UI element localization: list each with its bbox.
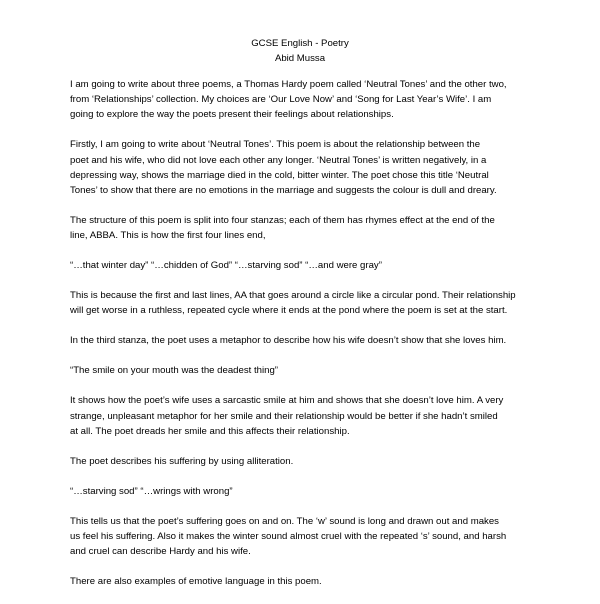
text-line: “…that winter day” “…chidden of God” “…starving sod” “…and were gray”: [70, 260, 382, 272]
text-line: will get worse in a ruthless, repeated cycle where it ends at the pond where the poem is set at the start.: [70, 305, 508, 317]
text-line: strange, unpleasant metaphor for her smile and their relationship would be better if she hadn’t smiled: [70, 410, 498, 422]
text-line: The poet describes his suffering by using alliteration.: [70, 455, 294, 467]
paragraph: [70, 77, 532, 123]
paragraph: [70, 288, 532, 318]
text-line: line, ABBA. This is how the first four lines end,: [70, 230, 266, 242]
paragraph: [70, 213, 532, 243]
document-header: [0, 36, 600, 66]
paragraph: [70, 137, 532, 198]
text-line: going to explore the way the poets present their feelings about relationships.: [70, 109, 394, 121]
document-title: GCSE English - Poetry: [251, 38, 349, 49]
text-line: “The smile on your mouth was the deadest thing”: [70, 365, 278, 377]
text-line: depressing way, shows the marriage died in the cold, bitter winter. The poet chose this title ‘Neutral: [70, 169, 489, 181]
paragraph: [70, 484, 532, 499]
paragraph: [70, 393, 532, 439]
text-line: from ‘Relationships’ collection. My choices are ‘Our Love Now’ and ‘Song for Last Year’s Wife’. I am: [70, 94, 492, 106]
text-line: This is because the first and last lines, AA that goes around a circle like a circular pond. Their relationship: [70, 290, 516, 302]
text-line: In the third stanza, the poet uses a metaphor to describe how his wife doesn’t show that she loves him.: [70, 335, 507, 347]
text-line: I am going to write about three poems, a Thomas Hardy poem called ‘Neutral Tones’ and the other two,: [70, 79, 507, 90]
text-line: Tones’ to show that there are no emotions in the marriage and suggests the colour is dull and dreary.: [70, 185, 497, 197]
text-line: Firstly, I am going to write about ‘Neutral Tones’. This poem is about the relationship between the: [70, 139, 481, 151]
text-line: It shows how the poet’s wife uses a sarcastic smile at him and shows that she doesn’t love him. A very: [70, 395, 504, 407]
text-line: and cruel can describe Hardy and his wife.: [70, 546, 251, 558]
document-author: Abid Mussa: [274, 53, 326, 65]
paragraph: [70, 454, 532, 469]
document-body: [70, 77, 532, 604]
text-line: us feel his suffering. Also it makes the winter sound almost cruel with the repeated ‘s’ sound, and harsh: [70, 531, 507, 543]
paragraph: [70, 258, 532, 273]
text-line: There are also examples of emotive language in this poem.: [70, 576, 322, 588]
text-line: The structure of this poem is split into four stanzas; each of them has rhymes effect at the end of the: [70, 215, 495, 227]
text-line: “…starving sod” “…wrings with wrong”: [70, 485, 233, 497]
text-line: poet and his wife, who did not love each other any longer. ‘Neutral Tones’ is written negatively, in a: [70, 154, 487, 166]
text-line: This tells us that the poet’s suffering goes on and on. The ‘w’ sound is long and drawn out and makes: [70, 515, 499, 527]
paragraph: [70, 363, 532, 378]
paragraph: [70, 333, 532, 348]
text-line: at all. The poet dreads her smile and this affects their relationship.: [70, 425, 350, 437]
paragraph: [70, 574, 532, 589]
paragraph: [70, 514, 532, 560]
